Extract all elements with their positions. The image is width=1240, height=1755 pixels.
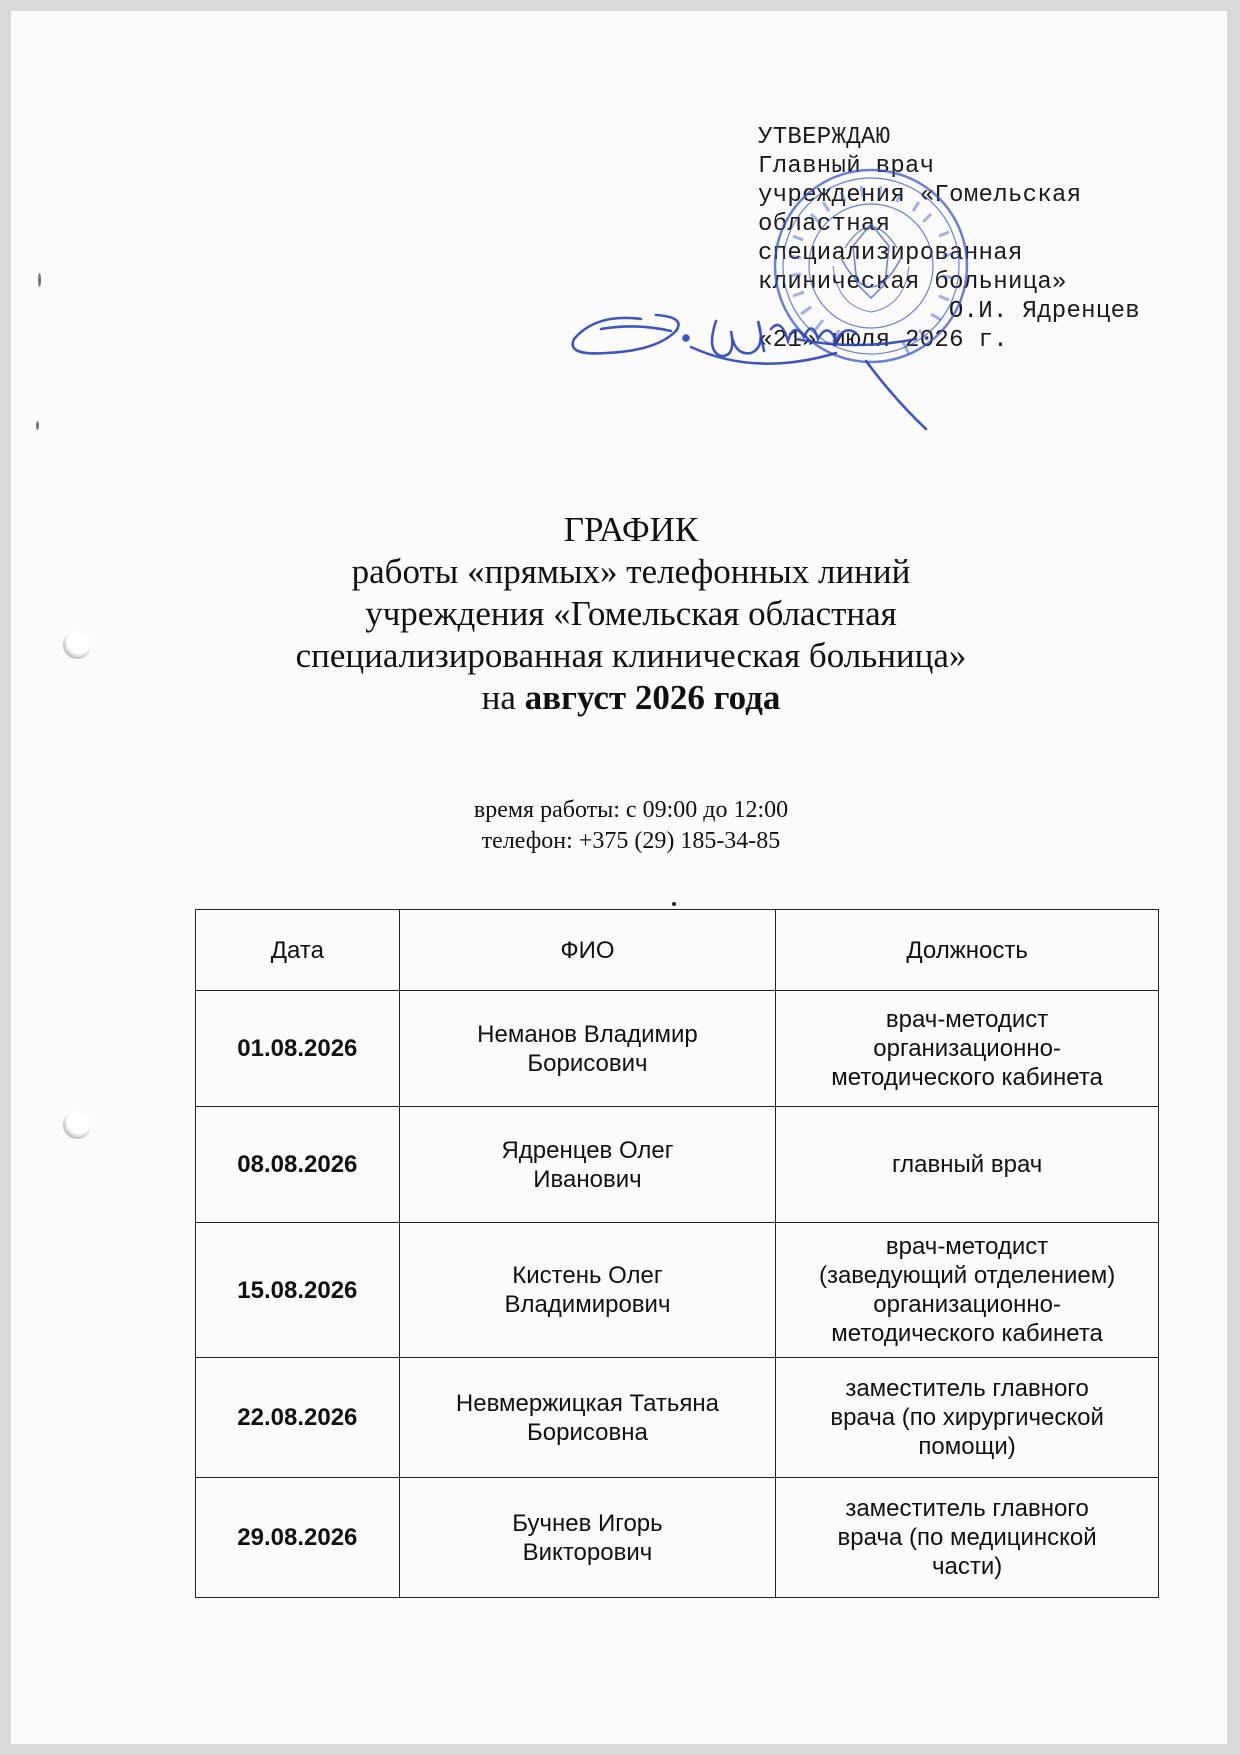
name-line: Викторович (522, 1538, 653, 1566)
title-line: работы «прямых» телефонных линий (351, 552, 911, 591)
name-line: Владимирович (504, 1291, 671, 1318)
cell-name (399, 1478, 776, 1598)
name-line: Невмержицкая Татьяна (455, 1389, 719, 1417)
punch-hole (63, 631, 91, 659)
header-name: ФИО (399, 910, 776, 991)
table-row (196, 1107, 1159, 1223)
position-line: врач-методист (885, 1233, 1049, 1260)
position-line: (заведующий отделением) (818, 1262, 1116, 1289)
scan-speck (672, 902, 676, 906)
title-line: учреждения «Гомельская областная (365, 594, 897, 633)
title-heading: ГРАФИК (563, 510, 699, 549)
cell-name (399, 1358, 776, 1478)
table-header-row (196, 910, 1159, 991)
header-date: Дата (196, 910, 400, 991)
cell-name (399, 991, 776, 1107)
scan-speck (36, 421, 39, 430)
cell-date: 22.08.2026 (196, 1358, 400, 1478)
cell-name (399, 1223, 776, 1358)
scan-speck (38, 273, 41, 287)
header-position: Должность (776, 910, 1159, 991)
position-line: части) (931, 1553, 1003, 1580)
name-line: Бучнев Игорь (512, 1509, 663, 1537)
title-period (161, 677, 1101, 719)
table-row (196, 1358, 1159, 1478)
name-line: Ядренцев Олег (501, 1136, 674, 1164)
approval-line: Главный врач (758, 153, 935, 180)
position-line: главный врач (891, 1151, 1043, 1178)
cell-position (776, 1478, 1159, 1598)
title-line: специализированная клиническая больница» (295, 636, 967, 675)
cell-name (399, 1107, 776, 1223)
cell-position (776, 1223, 1159, 1358)
contact-info (161, 795, 1101, 857)
cell-position (776, 991, 1159, 1107)
name-line: Иванович (533, 1165, 642, 1193)
position-line: организационно- (873, 1035, 1061, 1062)
approval-line: областная (758, 211, 891, 238)
position-line: методического кабинета (831, 1064, 1103, 1091)
position-line: заместитель главного (845, 1495, 1089, 1522)
working-hours: время работы: с 09:00 до 12:00 (473, 797, 789, 823)
signer-name: О.И. Ядренцев (948, 298, 1140, 325)
approval-word: УТВЕРЖДАЮ (758, 124, 891, 151)
schedule-table (195, 909, 1159, 1598)
name-line: Неманов Владимир (477, 1020, 698, 1048)
table-row (196, 1478, 1159, 1598)
position-line: методического кабинета (831, 1320, 1103, 1347)
position-line: врач-методист (885, 1006, 1049, 1033)
approval-date: «21» июля 2026 г. (758, 327, 1008, 354)
cell-position (776, 1358, 1159, 1478)
position-line: заместитель главного (845, 1375, 1089, 1402)
table-row (196, 1223, 1159, 1358)
cell-date: 15.08.2026 (196, 1223, 400, 1358)
handwritten-signature (566, 311, 1036, 491)
approval-line: клиническая больница» (758, 269, 1067, 296)
document-title (161, 509, 1101, 719)
cell-date: 08.08.2026 (196, 1107, 400, 1223)
position-line: врача (по медицинской (837, 1524, 1097, 1551)
cell-date: 01.08.2026 (196, 991, 400, 1107)
cell-date: 29.08.2026 (196, 1478, 400, 1598)
document-page (11, 11, 1227, 1744)
table-row (196, 991, 1159, 1107)
name-line: Кистень Олег (512, 1262, 663, 1289)
phone-number: телефон: +375 (29) 185-34-85 (481, 828, 781, 854)
position-line: помощи) (918, 1433, 1016, 1460)
approval-line: учреждения «Гомельская (758, 182, 1082, 209)
name-line: Борисовна (527, 1418, 648, 1446)
name-line: Борисович (527, 1049, 648, 1077)
period-value: август 2026 года (524, 678, 781, 717)
position-line: врача (по хирургической (830, 1404, 1104, 1431)
punch-hole (63, 1111, 91, 1139)
period-prefix: на (481, 678, 516, 717)
cell-position (776, 1107, 1159, 1223)
position-line: организационно- (873, 1291, 1061, 1318)
approval-line: специализированная (758, 240, 1023, 267)
